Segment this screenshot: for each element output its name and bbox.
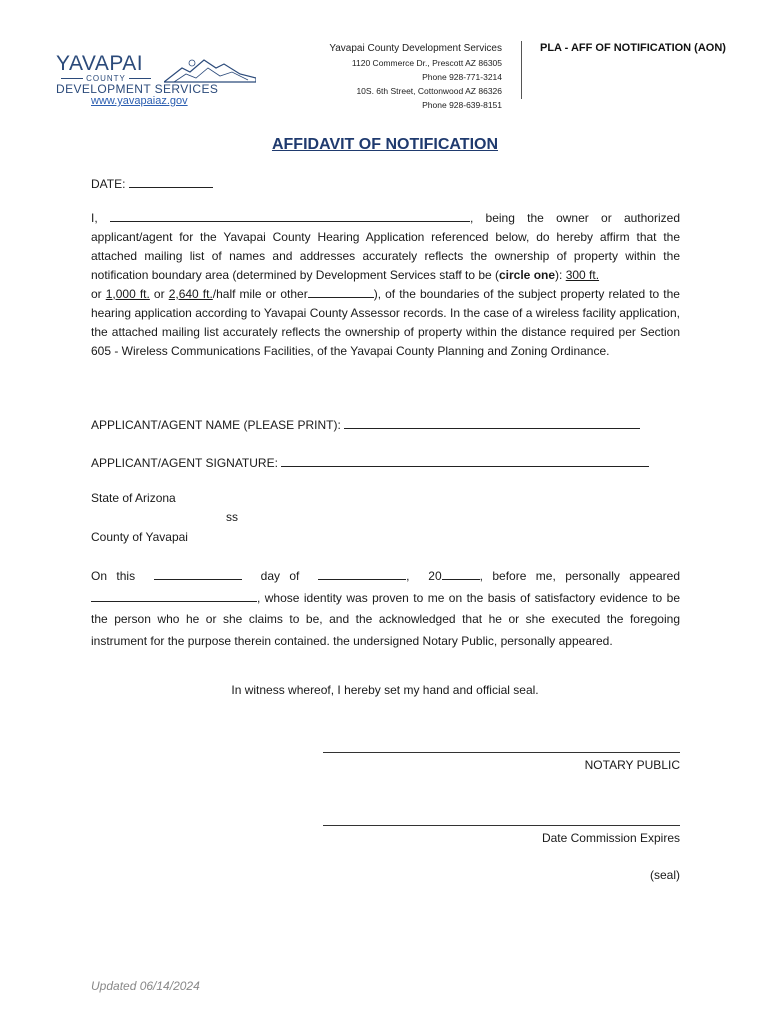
county-logo — [56, 52, 256, 98]
circle-one: circle one — [499, 268, 556, 282]
owner-name-field[interactable] — [110, 209, 470, 222]
logo-word: YAVAPAI — [56, 52, 144, 75]
para1-rest: ), of the boundaries of the subject property related to the hearing application according to Yavapai County Assessor records. In the case of a wireless facility application, the attached mailing list accurately reflects the ownership of property within the distance required per Section 605 - Wireless Communications Facilities, of the Yavapai County Planning and Zoning Ordinance. — [91, 287, 680, 358]
option-1000ft[interactable]: 1,000 ft. — [105, 287, 150, 301]
para2-text: , whose identity was proven to me on the basis of satisfactory evidence to be the person who he or she claims to be, and the acknowledged that he or she executed the foregoing instrument for the purpose therein contained. the undersigned Notary Public, personally appeared. — [91, 590, 680, 648]
logo-services: DEVELOPMENT SERVICES — [56, 82, 219, 96]
option-300ft[interactable]: 300 ft. — [565, 268, 600, 282]
mountain-icon — [164, 56, 256, 84]
month-field[interactable] — [318, 567, 406, 580]
commission-line[interactable] — [323, 825, 680, 826]
notary-public-label: NOTARY PUBLIC — [584, 758, 680, 772]
contact-line: Phone 928-771-3214 — [422, 72, 502, 82]
seal-label: (seal) — [649, 868, 680, 882]
commission-label: Date Commission Expires — [541, 831, 680, 845]
form-code: PLA - AFF OF NOTIFICATION (AON) — [540, 42, 726, 54]
contact-line: 1120 Commerce Dr., Prescott AZ 86305 — [351, 58, 502, 68]
witness-statement: In witness whereof, I hereby set my hand and official seal. — [231, 683, 539, 697]
venue-ss: ss — [226, 510, 238, 524]
applicant-signature-label: APPLICANT/AGENT SIGNATURE: — [91, 456, 278, 470]
contact-block — [329, 42, 502, 112]
venue-state: State of Arizona — [91, 491, 176, 505]
contact-line: 10S. 6th Street, Cottonwood AZ 86326 — [356, 86, 502, 96]
affirmation-paragraph: I, , being the owner or authorized applicant/agent for the Yavapai County Hearing Application referenced below, do hereby affirm that the attached mailing list of names and addresses accurately reflects the ownership of property within the notification boundary area (determined by Development Services staff to be (circle one): 300 ft. or 1,000 ft. or 2,640 ft./half mile or other ), of the boundaries of the subject property related to the hearing application according to Yavapai County Assessor records. In the case of a wireless facility application, the attached mailing list accurately reflects the ownership of property within the distance required per Section 605 - Wireless Communications Facilities, of the Yavapai County Planning and Zoning Ordinance. — [91, 211, 680, 358]
contact-line: Yavapai County Development Services — [329, 43, 502, 54]
date-field[interactable] — [129, 175, 213, 188]
other-distance-field[interactable] — [308, 285, 374, 298]
website-link[interactable]: www.yavapaiaz.gov — [91, 95, 188, 107]
option-2640ft[interactable]: 2,640 ft. — [168, 287, 213, 301]
applicant-name-label: APPLICANT/AGENT NAME (PLEASE PRINT): — [91, 418, 341, 432]
applicant-name-field[interactable] — [344, 416, 640, 429]
page-title: AFFIDAVIT OF NOTIFICATION — [271, 136, 499, 153]
logo-county: COUNTY — [56, 74, 156, 83]
updated-date: Updated 06/14/2024 — [91, 979, 200, 993]
applicant-signature-row — [91, 454, 649, 470]
date-label: DATE: — [91, 177, 126, 191]
day-field[interactable] — [154, 567, 242, 580]
year-field[interactable] — [442, 567, 480, 580]
appeared-name-field[interactable] — [91, 589, 257, 602]
pronoun: I, — [91, 211, 98, 225]
date-line — [91, 175, 213, 191]
header-divider — [521, 41, 522, 99]
para1-text: , being the owner or authorized applicant/agent for the Yavapai County Hearing Application referenced below, do hereby affirm that the attached mailing list of names and addresses accurately reflects the ownership of property within the notification boundary area (determined by Development Services staff to be ( — [91, 211, 680, 282]
applicant-name-row — [91, 416, 640, 432]
venue-county: County of Yavapai — [91, 530, 188, 544]
notary-signature-line[interactable] — [323, 752, 680, 753]
notary-paragraph: On this day of , 20 , before me, personally appeared , whose identity was proven to me on the basis of satisfactory evidence to be the person who he or she claims to be, and the acknowledged that he or she executed the foregoing instrument for the purpose therein contained. the undersigned Notary Public, personally appeared. — [91, 569, 680, 648]
applicant-signature-field[interactable] — [281, 454, 649, 467]
contact-line: Phone 928-639-8151 — [422, 100, 502, 110]
